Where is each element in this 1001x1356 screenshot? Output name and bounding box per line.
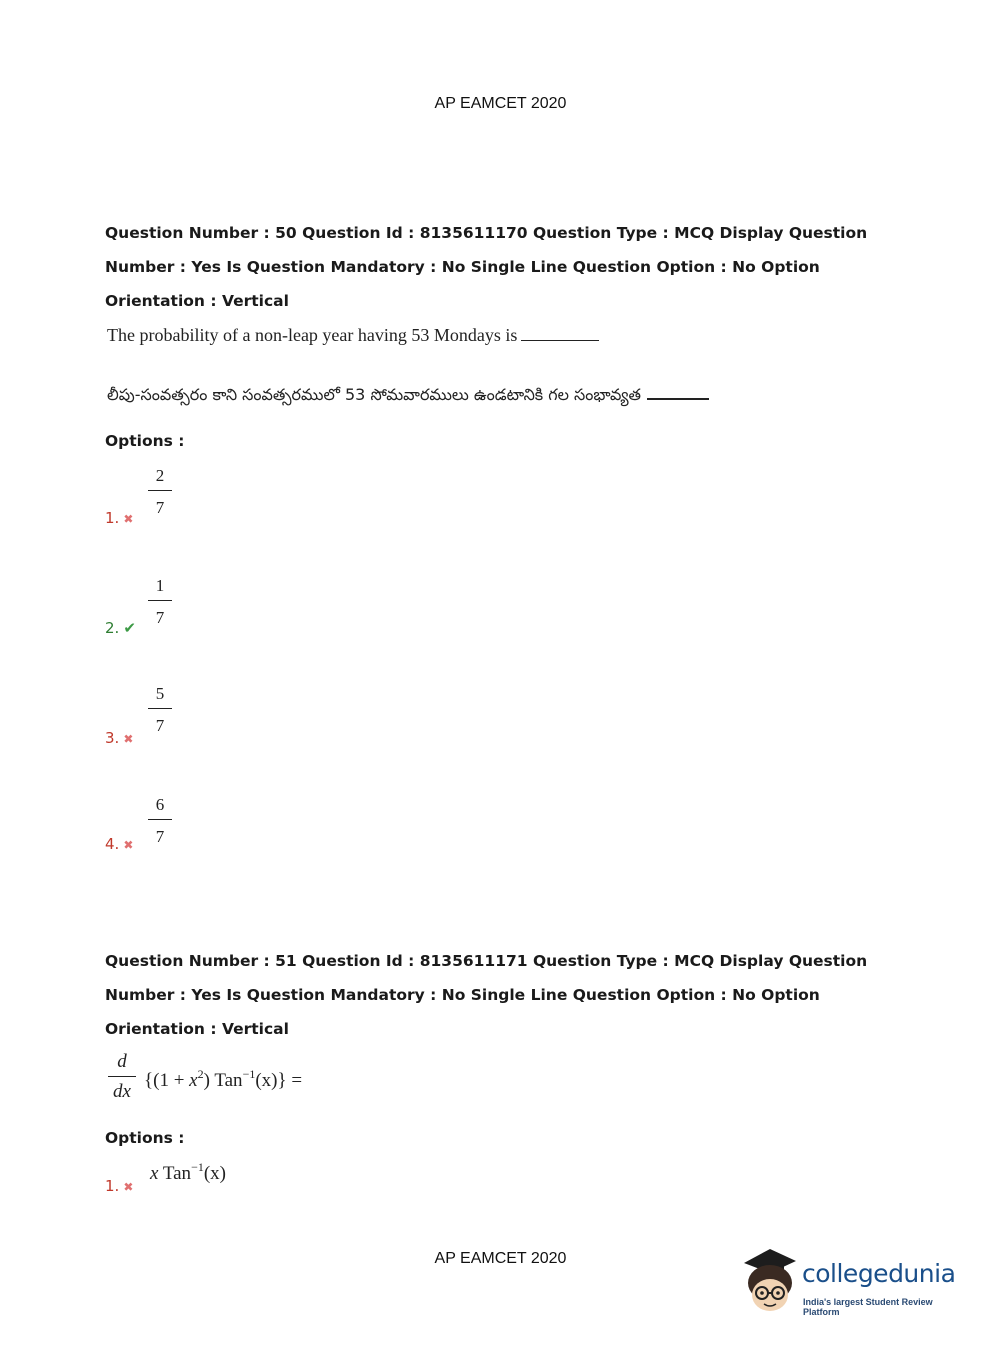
fraction-bar	[148, 490, 172, 491]
cross-icon: ✖	[123, 838, 134, 852]
fraction-bar	[108, 1076, 136, 1077]
page-footer: AP EAMCET 2020	[434, 1250, 567, 1267]
meta-line: Number : Yes Is Question Mandatory : No Single Line Question Option : No Option	[105, 986, 820, 1004]
numerator: 5	[155, 684, 165, 703]
option-1-fraction	[148, 465, 172, 519]
option-number: 4.	[105, 835, 120, 853]
expr-exponent: 2	[197, 1067, 204, 1081]
derivative-argument	[144, 1067, 302, 1092]
expr-variable: x	[189, 1070, 198, 1091]
option-4-fraction	[148, 794, 172, 848]
option-number: 3.	[105, 729, 120, 747]
answer-blank	[647, 386, 709, 400]
meta-line: Orientation : Vertical	[105, 1020, 289, 1038]
numerator: 6	[155, 795, 165, 814]
derivative-numerator: d	[117, 1051, 127, 1072]
mascot-icon	[740, 1245, 804, 1320]
expr-part: (x)	[203, 1163, 226, 1184]
option-1-expression	[150, 1160, 226, 1185]
fraction-bar	[148, 819, 172, 820]
question-51-meta	[105, 944, 868, 1046]
question-50-text-english	[107, 325, 599, 346]
option-4-label[interactable]	[105, 835, 133, 853]
option-3-fraction	[148, 683, 172, 737]
option-3-label[interactable]	[105, 729, 133, 747]
denominator: 7	[155, 608, 165, 627]
expr-part: {(1 +	[144, 1070, 190, 1091]
derivative-denominator: dx	[113, 1081, 131, 1102]
option-1-label[interactable]	[105, 509, 133, 527]
check-icon: ✔	[123, 619, 136, 637]
option-2-label[interactable]	[105, 619, 136, 637]
meta-line: Question Number : 50 Question Id : 8135611170 Question Type : MCQ Display Question	[105, 224, 868, 242]
collegedunia-logo	[740, 1245, 970, 1320]
page-header: AP EAMCET 2020	[434, 95, 567, 112]
question-text-telugu: లీపు-సంవత్సరం కాని సంవత్సరములో 53 సోమవారములు ఉండటానికి గల సంభావ్యత	[107, 385, 641, 404]
option-1-label[interactable]	[105, 1177, 133, 1195]
cross-icon: ✖	[123, 1180, 134, 1194]
denominator: 7	[155, 716, 165, 735]
options-heading: Options :	[105, 432, 185, 450]
expr-part: Tan	[158, 1163, 192, 1184]
question-50-meta	[105, 216, 868, 318]
expr-inverse: −1	[242, 1067, 256, 1081]
option-2-fraction	[148, 575, 172, 629]
logo-name: collegedunia	[802, 1259, 956, 1288]
numerator: 1	[155, 576, 165, 595]
question-50-text-telugu	[107, 385, 709, 408]
option-number: 1.	[105, 1177, 120, 1195]
meta-line: Number : Yes Is Question Mandatory : No Single Line Question Option : No Option	[105, 258, 820, 276]
expr-inverse: −1	[191, 1160, 204, 1174]
derivative-operator	[108, 1050, 136, 1104]
expr-variable: x	[150, 1163, 159, 1184]
expr-part: ) Tan	[203, 1070, 243, 1091]
answer-blank	[521, 326, 599, 341]
question-text: The probability of a non-leap year having 53 Mondays is	[107, 325, 518, 345]
meta-line: Question Number : 51 Question Id : 8135611171 Question Type : MCQ Display Question	[105, 952, 868, 970]
denominator: 7	[155, 498, 165, 517]
cross-icon: ✖	[123, 732, 134, 746]
fraction-bar	[148, 600, 172, 601]
expr-part: (x)} =	[255, 1070, 303, 1091]
fraction-bar	[148, 708, 172, 709]
option-number: 1.	[105, 509, 120, 527]
cross-icon: ✖	[123, 512, 134, 526]
logo-tagline: India's largest Student Review Platform	[803, 1297, 933, 1317]
options-heading: Options :	[105, 1129, 185, 1147]
denominator: 7	[155, 827, 165, 846]
option-number: 2.	[105, 619, 120, 637]
numerator: 2	[155, 466, 165, 485]
meta-line: Orientation : Vertical	[105, 292, 289, 310]
